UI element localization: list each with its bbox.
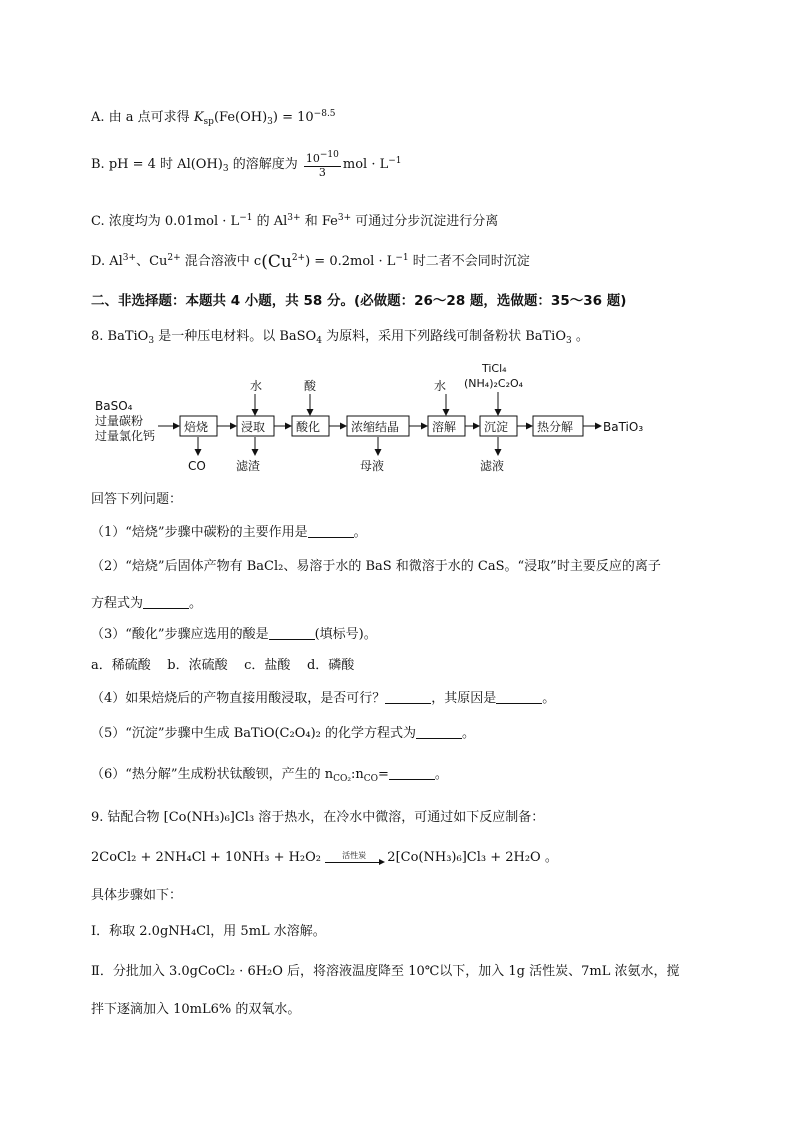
option-c — [91, 210, 498, 229]
option-d-cu2-charge: 2+ — [291, 253, 306, 263]
fraction-numerator: 10 — [305, 152, 320, 165]
input-oxalate: (NH₄)₂C₂O₄ — [464, 377, 524, 390]
solubility-fraction — [304, 150, 341, 179]
answer-blank[interactable] — [416, 726, 462, 739]
period: 。 — [353, 525, 367, 540]
option-d-al-charge: 3+ — [122, 253, 137, 263]
period: 。 — [542, 691, 556, 706]
subq-1 — [91, 521, 367, 540]
option-c-tail: 可通过分步沉淀进行分离 — [351, 214, 499, 229]
option-d-tail: 时二者不会同时沉淀 — [408, 254, 530, 269]
step-1: Ⅰ．称取 2.0gNH₄Cl，用 5mL 水溶解。 — [91, 924, 326, 939]
section-heading: 二、非选择题：本题共 4 小题，共 58 分。(必做题：26～28 题，选做题：35～36 题) — [91, 293, 627, 309]
subq-3 — [91, 623, 377, 642]
period: 。 — [434, 767, 448, 782]
q8-sub1: 3 — [148, 336, 155, 346]
reaction-equation — [91, 846, 558, 865]
option-c-label: C. — [91, 214, 105, 229]
output-co: CO — [188, 459, 206, 473]
subq-5 — [91, 722, 475, 741]
ksp-sub: sp — [203, 117, 214, 127]
fe-charge: 3+ — [337, 213, 352, 223]
numerator-exp: −10 — [319, 150, 339, 160]
step-decompose: 热分解 — [537, 420, 574, 434]
subq-2b-text: 方程式为 — [91, 596, 144, 611]
step-roast: 焙烧 — [184, 420, 209, 434]
option-d-al: Al — [109, 254, 123, 269]
option-d — [91, 250, 530, 272]
option-d-label: D. — [91, 254, 106, 269]
period: 。 — [462, 726, 476, 741]
subq-4-text: （4）如果焙烧后的产物直接用酸浸取，是否可行？ — [91, 691, 386, 706]
input-acid: 酸 — [304, 379, 317, 393]
product-batio3: BaTiO₃ — [603, 420, 644, 434]
subq-6 — [91, 763, 448, 784]
question-9-stem: 9. 钴配合物 [Co(NH₃)₆]Cl₃ 溶于热水，在冷水中微溶，可通过如下反应制备： — [91, 810, 545, 825]
step-precipitate: 沉淀 — [484, 420, 509, 434]
option-d-cu-charge: 2+ — [167, 253, 181, 263]
option-b-unit-exp: −1 — [388, 156, 402, 167]
option-d-cu: 、Cu — [136, 254, 168, 269]
answer-blank[interactable] — [308, 525, 354, 538]
answer-blank[interactable] — [269, 627, 315, 640]
option-a-sub: 3 — [267, 117, 273, 127]
al-charge: 3+ — [287, 213, 301, 223]
q8-stem-mid2: 为原料，采用下列路线可制备粉状 BaTiO — [321, 329, 566, 344]
subq-3-options: a．稀硫酸 b．浓硫酸 c．盐酸 d．磷酸 — [91, 658, 355, 673]
option-d-paren: (Cu — [261, 252, 292, 272]
answer-prompt: 回答下列问题： — [91, 492, 183, 507]
option-a-tail: ) = 10 — [272, 110, 314, 125]
option-a-label: A. — [91, 110, 105, 125]
raw-carbon: 过量碳粉 — [95, 414, 144, 428]
q8-stem-mid: 是一种压电材料。以 BaSO — [154, 329, 317, 344]
option-b-unit: mol · L — [342, 157, 389, 173]
answer-blank[interactable] — [496, 691, 542, 704]
steps-title: 具体步骤如下： — [91, 888, 183, 903]
option-b-sub: 3 — [222, 164, 229, 175]
fraction-denominator: 3 — [318, 165, 326, 179]
option-a — [91, 106, 336, 127]
catalyst-label: 活性炭 — [342, 851, 367, 860]
process-flowchart — [90, 360, 670, 475]
ratio-sign: :n — [350, 767, 364, 782]
equation-right: 2[Co(NH₃)₆]Cl₃ + 2H₂O 。 — [387, 850, 558, 865]
option-c-text: 浓度均为 0.01mol · L — [108, 214, 240, 229]
output-filtrate: 滤液 — [480, 459, 505, 473]
step-dissolve: 溶解 — [432, 420, 457, 434]
subq-3-hint: (填标号)。 — [314, 627, 377, 642]
n-co2-sub: CO₂ — [333, 774, 351, 784]
question-8-stem — [91, 325, 589, 346]
reaction-arrow — [325, 850, 383, 863]
option-a-expr: (Fe(OH) — [213, 110, 268, 125]
step-2b: 拌下逐滴加入 10mL6% 的双氧水。 — [91, 1002, 301, 1017]
output-mother-liquor: 母液 — [360, 459, 385, 473]
option-a-text: 由 a 点可求得 — [108, 110, 194, 125]
equation-left: 2CoCl₂ + 2NH₄Cl + 10NH₃ + H₂O₂ — [91, 850, 322, 865]
option-d-exp: −1 — [395, 253, 409, 263]
option-c-mid: 的 Al — [252, 214, 288, 229]
option-d-eq: ) = 0.2mol · L — [305, 254, 396, 269]
subq-4-mid: ，其原因是 — [431, 691, 497, 706]
output-residue: 滤渣 — [236, 459, 261, 473]
raw-cacl2: 过量氯化钙 — [95, 429, 156, 443]
step-concentrate: 浓缩结晶 — [351, 420, 400, 434]
answer-blank[interactable] — [385, 691, 431, 704]
input-water-2: 水 — [434, 379, 447, 393]
ksp-symbol: K — [193, 110, 204, 125]
period: 。 — [189, 596, 203, 611]
option-c-exp: −1 — [239, 213, 253, 223]
subq-3-text: （3）“酸化”步骤应选用的酸是 — [91, 627, 269, 642]
option-b-text: pH = 4 时 Al(OH) — [108, 157, 223, 173]
option-b-label: B. — [91, 157, 105, 173]
subq-5-text: （5）“沉淀”步骤中生成 BaTiO(C₂O₄)₂ 的化学方程式为 — [91, 726, 417, 741]
answer-blank[interactable] — [143, 596, 189, 609]
step-2a: Ⅱ．分批加入 3.0gCoCl₂ · 6H₂O 后，将溶液温度降至 10℃以下，加入 1g 活性炭、7mL 浓氨水，搅 — [91, 964, 680, 979]
input-water-1: 水 — [250, 379, 263, 393]
q8-sub2: 4 — [316, 336, 322, 346]
subq-1-text: （1）“焙烧”步骤中碳粉的主要作用是 — [91, 525, 308, 540]
n-co-sub: CO — [363, 774, 378, 784]
equals-sign: = — [377, 767, 389, 782]
subq-4 — [91, 687, 555, 706]
input-ticl4: TiCl₄ — [482, 362, 507, 375]
answer-blank[interactable] — [389, 767, 435, 780]
option-b — [91, 150, 402, 179]
option-d-mid: 混合溶液中 c — [180, 254, 262, 269]
step-acidify: 酸化 — [296, 420, 321, 434]
q8-stem-pre: 8. BaTiO — [91, 329, 149, 344]
raw-baso4: BaSO₄ — [95, 399, 133, 413]
q8-sub3: 3 — [566, 336, 572, 346]
subq-2a: （2）“焙烧”后固体产物有 BaCl₂、易溶于水的 BaS 和微溶于水的 CaS。“浸取”时主要反应的离子 — [91, 559, 661, 574]
option-c-and: 和 Fe — [300, 214, 338, 229]
subq-6-text: （6）“热分解”生成粉状钛酸钡，产生的 n — [91, 767, 334, 782]
option-a-exp: −8.5 — [313, 109, 336, 119]
option-b-mid: 的溶解度为 — [228, 157, 302, 173]
step-leach: 浸取 — [241, 420, 266, 434]
subq-2b — [91, 592, 202, 611]
q8-stem-tail: 。 — [571, 329, 589, 344]
